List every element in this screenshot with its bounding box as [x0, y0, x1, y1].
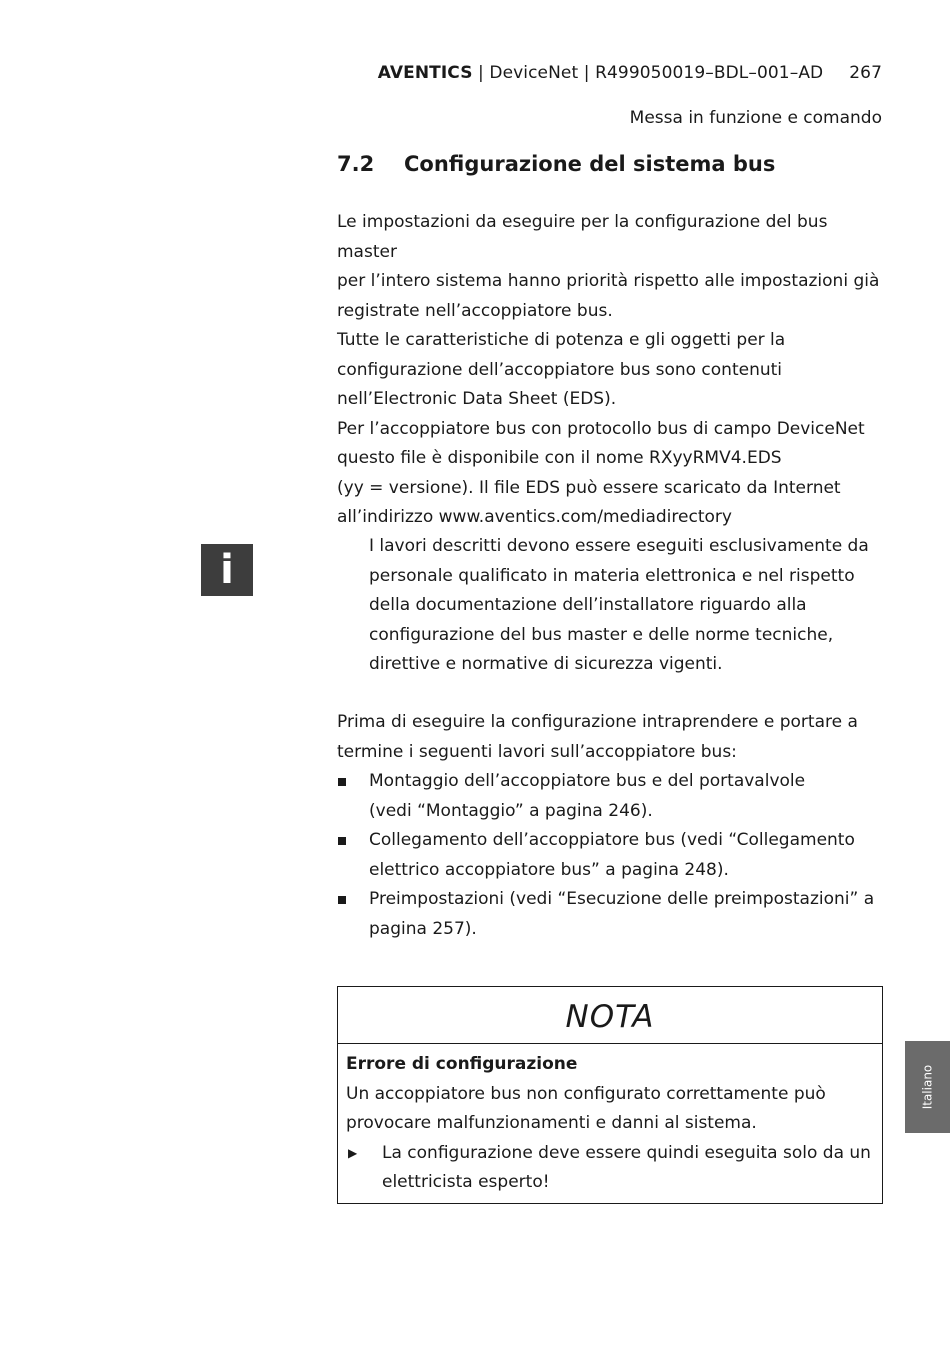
prep-line: Prima di eseguire la configurazione intraprendere e portare a: [337, 712, 858, 732]
intro-line: Tutte le caratteristiche di potenza e gli oggetti per la: [337, 330, 786, 350]
intro-line: nell’Electronic Data Sheet (EDS).: [337, 389, 617, 409]
intro-paragraph: [337, 208, 885, 533]
page-number: 267: [849, 63, 882, 83]
section-title: Configurazione del sistema bus: [404, 152, 776, 176]
preparation-section: [337, 708, 885, 944]
prep-task-list: [337, 767, 885, 944]
square-bullet-icon: [338, 778, 346, 786]
language-tab-label: Italiano: [920, 1064, 935, 1110]
section-number: 7.2: [337, 152, 375, 176]
nota-line: provocare malfunzionamenti e danni al sistema.: [346, 1113, 757, 1133]
info-icon: i: [201, 544, 253, 596]
document-reference: | DeviceNet | R499050019–BDL–001–AD: [472, 63, 824, 83]
list-item-text: pagina 257).: [369, 918, 477, 939]
language-tab: [905, 1041, 950, 1133]
intro-line: configurazione dell’accoppiatore bus sono contenuti: [337, 359, 783, 380]
nota-line: Un accoppiatore bus non configurato correttamente può: [346, 1083, 826, 1104]
nota-title: NOTA: [338, 987, 882, 1044]
triangle-arrow-icon: ▶: [348, 1145, 358, 1160]
nota-action: [346, 1139, 874, 1198]
brand-name: AVENTICS: [377, 63, 473, 83]
list-item-text: (vedi “Montaggio” a pagina 246).: [369, 800, 653, 821]
error-title: Errore di configurazione: [346, 1054, 578, 1074]
running-section-title: Messa in funzione e comando: [629, 108, 882, 128]
square-bullet-icon: [338, 896, 346, 904]
intro-line: questo file è disponibile con il nome RXyyRMV4.EDS: [337, 448, 782, 468]
nota-action-text: La configurazione deve essere quindi eseguita solo da un: [382, 1142, 871, 1163]
section-heading: [337, 152, 775, 176]
info-note-text: I lavori descritti devono essere eseguiti esclusivamente da personale qualificato in materia elettronica e nel rispetto della documentazione dell’installatore riguardo alla configurazione del bus master e delle norme tecniche, direttive e normative di sicurezza vigenti.: [369, 536, 869, 674]
list-item: [337, 826, 885, 885]
page-header: [378, 63, 882, 83]
list-item: [337, 767, 885, 826]
intro-line: Le impostazioni da eseguire per la configurazione del bus master: [337, 212, 828, 262]
intro-line: all’indirizzo www.aventics.com/mediadirectory: [337, 507, 732, 527]
nota-box: [337, 986, 883, 1204]
list-item: [337, 885, 885, 944]
square-bullet-icon: [338, 837, 346, 845]
nota-body: [338, 1044, 882, 1198]
list-item-text: elettrico accoppiatore bus” a pagina 248).: [369, 859, 729, 880]
list-item-text: Montaggio dell’accoppiatore bus e del portavalvole: [369, 771, 806, 791]
prep-line: termine i seguenti lavori sull’accoppiatore bus:: [337, 741, 737, 762]
nota-action-text: elettricista esperto!: [382, 1172, 550, 1192]
intro-line: (yy = versione). Il file EDS può essere scaricato da Internet: [337, 477, 841, 498]
list-item-text: Collegamento dell’accoppiatore bus (vedi “Collegamento: [369, 830, 855, 850]
intro-line: Per l’accoppiatore bus con protocollo bus di campo DeviceNet: [337, 418, 865, 439]
list-item-text: Preimpostazioni (vedi “Esecuzione delle preimpostazioni” a: [369, 889, 875, 909]
intro-line: registrate nell’accoppiatore bus.: [337, 300, 613, 321]
intro-line: per l’intero sistema hanno priorità rispetto alle impostazioni già: [337, 271, 880, 291]
